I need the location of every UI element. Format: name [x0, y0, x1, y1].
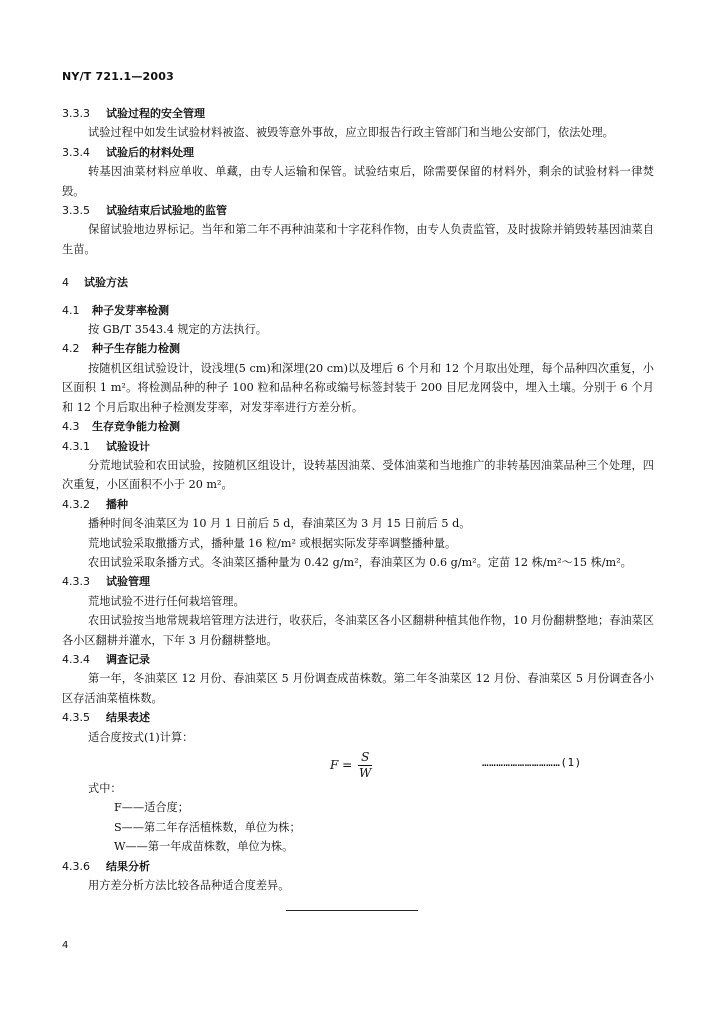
section-title: 结果表述	[106, 711, 150, 725]
variable-definition: S——第二年存活植株数，单位为株；	[114, 820, 301, 834]
section-text-4-1: 按 GB/T 3543.4 规定的方法执行。	[88, 323, 267, 337]
formula-fraction	[358, 751, 372, 780]
section-number: 4.2	[62, 342, 80, 356]
section-number: 3.3.3	[62, 107, 90, 120]
section-text-4-3-4: 第一年，冬油菜区 12 月份、春油菜区 5 月份调查成苗株数。第二年冬油菜区 12 月份、春油菜区 5 月份调查各小区存活油菜植株数。	[62, 672, 654, 705]
section-heading-4-3-2	[62, 495, 654, 514]
formula-row	[62, 747, 654, 779]
section-title: 播种	[106, 497, 128, 511]
document-body	[62, 104, 654, 895]
section-text-3-3-5: 保留试验地边界标记。当年和第二年不再种油菜和十字花科作物，由专人负责监管，及时拔除并销毁转基因油菜自生苗。	[62, 223, 654, 256]
section-title: 试验过程的安全管理	[106, 107, 205, 120]
section-title: 种子发芽率检测	[92, 303, 169, 317]
section-heading-4-3	[62, 417, 654, 436]
section-number: 4.3.2	[62, 497, 90, 511]
formula-lhs: F =	[330, 757, 353, 772]
page-number: 4	[62, 940, 69, 951]
section-heading-4-2	[62, 339, 654, 358]
section-number: 4.3.3	[62, 575, 90, 589]
formula	[330, 751, 372, 780]
section-text-3-3-3: 试验过程中如发生试验材料被盗、被毁等意外事故，应立即报告行政主管部门和当地公安部门，依法处理。	[88, 126, 614, 140]
spacer	[62, 293, 654, 301]
section-number: 4.3.5	[62, 711, 90, 725]
section-text-4-3-3-line: 农田试验按当地常规栽培管理方法进行，收获后，冬油菜区各小区翻耕种植其他作物，10 月份翻耕整地；春油菜区各小区翻耕并灌水，下年 3 月份翻耕整地。	[62, 614, 654, 647]
section-text-4-3-6: 用方差分析方法比较各品种适合度差异。	[88, 879, 290, 893]
variable-definition: W——第一年成苗株数，单位为株。	[114, 840, 294, 854]
section-title: 试验结束后试验地的监管	[106, 204, 227, 218]
section-title: 调查记录	[106, 652, 150, 666]
section-heading-4-3-3	[62, 572, 654, 591]
section-heading-4-3-6	[62, 857, 654, 876]
section-title: 结果分析	[106, 859, 150, 873]
section-heading-4-3-4	[62, 650, 654, 669]
section-number: 3.3.4	[62, 145, 90, 159]
section-number: 3.3.5	[62, 204, 90, 218]
section-heading-3-3-4	[62, 143, 654, 162]
equation-number: ……………………………(1)	[482, 756, 582, 769]
section-heading-4-1	[62, 301, 654, 320]
section-title: 试验后的材料处理	[106, 145, 194, 159]
section-heading-3-3-3	[62, 104, 654, 123]
section-title: 试验设计	[106, 439, 150, 453]
variable-definition: F——适合度；	[114, 801, 189, 815]
section-title: 试验方法	[84, 276, 128, 290]
end-of-document-rule	[286, 910, 418, 911]
formula-numerator: S	[361, 750, 370, 764]
section-heading-4	[62, 273, 654, 292]
section-number: 4.3.1	[62, 439, 90, 453]
section-text-4-3-3-line: 荒地试验不进行任何栽培管理。	[88, 594, 245, 608]
section-heading-4-3-1	[62, 437, 654, 456]
section-text-4-3-2-line: 农田试验采取条播方式。冬油菜区播种量为 0.42 g/m²，春油菜区为 0.6 g/m²。定苗 12 株/m²～15 株/m²。	[88, 555, 632, 569]
section-number: 4	[62, 276, 69, 290]
formula-intro: 适合度按式(1)计算：	[88, 730, 194, 744]
spacer	[62, 259, 654, 273]
section-text-4-3-1: 分荒地试验和农田试验，按随机区组设计，设转基因油菜、受体油菜和当地推广的非转基因油菜品种三个处理，四次重复，小区面积不小于 20 m²。	[62, 458, 654, 492]
section-title: 生存竞争能力检测	[92, 420, 180, 434]
where-label: 式中：	[88, 782, 122, 795]
section-text-4-3-2-line: 播种时间冬油菜区为 10 月 1 日前后 5 d，春油菜区为 3 月 15 日前后 5 d。	[88, 517, 471, 531]
formula-denominator: W	[359, 766, 372, 780]
section-number: 4.1	[62, 303, 80, 317]
section-title: 试验管理	[106, 575, 150, 589]
section-title: 种子生存能力检测	[92, 342, 180, 356]
standard-code: NY/T 721.1—2003	[62, 70, 174, 83]
section-text-4-3-2-line: 荒地试验采取撒播方式，播种量 16 粒/m² 或根据实际发芽率调整播种量。	[88, 536, 457, 550]
section-number: 4.3.4	[62, 652, 90, 666]
section-heading-3-3-5	[62, 201, 654, 220]
section-text-3-3-4: 转基因油菜材料应单收、单藏，由专人运输和保管。试验结束后，除需要保留的材料外，剩余的试验材料一律焚毁。	[62, 165, 654, 198]
section-heading-4-3-5	[62, 708, 654, 727]
section-number: 4.3.6	[62, 859, 90, 873]
section-text-4-2: 按随机区组试验设计，设浅埋(5 cm)和深埋(20 cm)以及埋后 6 个月和 12 个月取出处理，每个品种四次重复，小区面积 1 m²。将检测品种的种子 100 粒和品种名称或编号标签封装于 200 目尼龙网袋中，埋入土壤。分别于 6 个月和 12 个月后取出种子检测发芽率，对发芽率进行方差分析。	[62, 361, 654, 414]
section-number: 4.3	[62, 420, 80, 434]
